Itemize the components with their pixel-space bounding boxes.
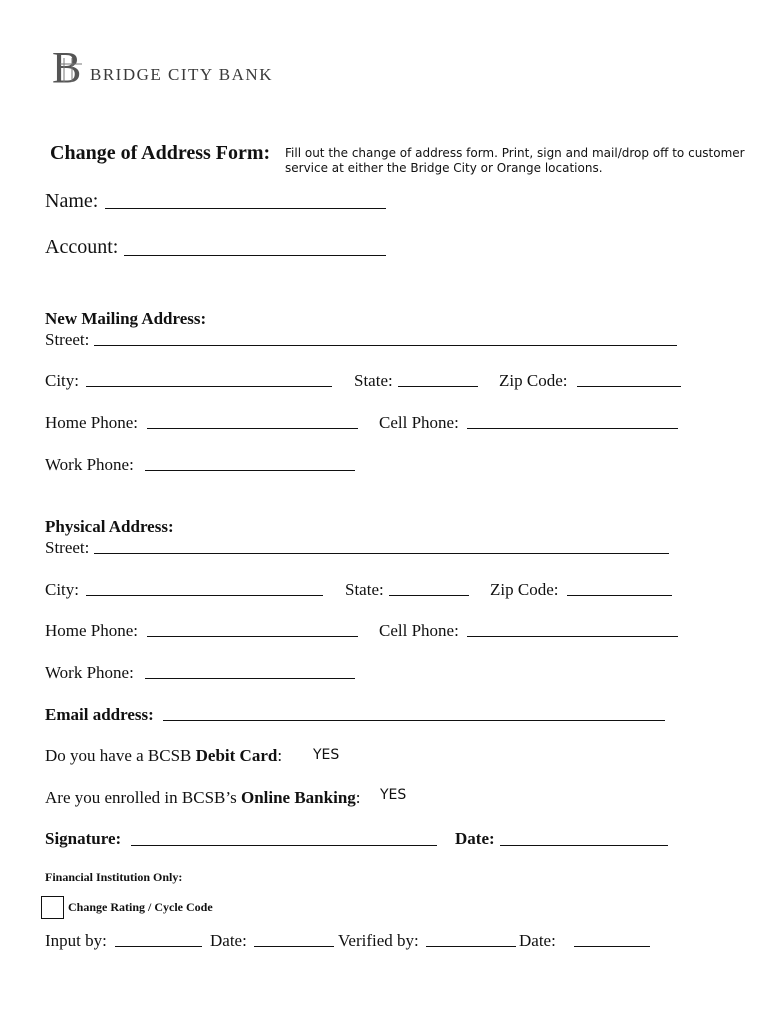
signature-date-label: Date:: [455, 829, 495, 848]
mailing-cell-phone-label: Cell Phone:: [379, 413, 459, 432]
change-rating-label: Change Rating / Cycle Code: [68, 900, 213, 914]
online-question-suffix: :: [355, 788, 361, 807]
physical-home-phone-field[interactable]: [147, 636, 358, 637]
online-banking-answer[interactable]: YES: [380, 787, 407, 803]
input-date-field[interactable]: [254, 946, 334, 947]
bank-name: BRIDGE CITY BANK: [90, 65, 273, 84]
verified-by-field[interactable]: [426, 946, 516, 947]
mailing-street-label: Street:: [45, 330, 90, 349]
page-title: Change of Address Form:: [50, 142, 271, 164]
institution-heading: Financial Institution Only:: [45, 870, 183, 884]
physical-home-phone-label: Home Phone:: [45, 621, 139, 640]
input-by-field[interactable]: [115, 946, 202, 947]
input-by-label: Input by:: [45, 931, 107, 950]
verified-date-field[interactable]: [574, 946, 650, 947]
mailing-heading: New Mailing Address:: [45, 309, 207, 328]
verified-date-label: Date:: [519, 931, 556, 950]
mailing-city-field[interactable]: [86, 386, 332, 387]
physical-city-field[interactable]: [86, 595, 323, 596]
bank-logo: [52, 44, 312, 88]
signature-date-field[interactable]: [500, 845, 668, 846]
mailing-work-phone-label: Work Phone:: [45, 455, 134, 474]
account-label: Account:: [45, 236, 119, 258]
physical-cell-phone-label: Cell Phone:: [379, 621, 459, 640]
mailing-home-phone-label: Home Phone:: [45, 413, 139, 432]
online-banking-question: [45, 788, 361, 808]
mailing-state-label: State:: [354, 371, 393, 390]
account-field[interactable]: [124, 255, 386, 256]
verified-by-label: Verified by:: [338, 931, 419, 950]
signature-field[interactable]: [131, 845, 437, 846]
physical-zip-label: Zip Code:: [490, 580, 559, 599]
physical-state-field[interactable]: [389, 595, 469, 596]
change-rating-checkbox[interactable]: [41, 896, 64, 919]
physical-work-phone-field[interactable]: [145, 678, 355, 679]
physical-street-field[interactable]: [94, 553, 669, 554]
physical-cell-phone-field[interactable]: [467, 636, 678, 637]
signature-label: Signature:: [45, 829, 122, 848]
email-label: Email address:: [45, 705, 154, 724]
online-question-bold: Online Banking: [240, 788, 356, 807]
form-instructions: Fill out the change of address form. Print, sign and mail/drop off to customer service at either the Bridge City or Orange locations.: [285, 146, 745, 175]
email-field[interactable]: [163, 720, 665, 721]
physical-heading: Physical Address:: [45, 517, 174, 536]
debit-question-suffix: :: [277, 746, 283, 765]
physical-city-label: City:: [45, 580, 80, 599]
input-date-label: Date:: [210, 931, 247, 950]
mailing-city-label: City:: [45, 371, 80, 390]
debit-card-question: [45, 746, 282, 766]
debit-question-prefix: Do you have a BCSB: [45, 746, 196, 765]
online-question-prefix: Are you enrolled in BCSB’s: [45, 788, 241, 807]
name-label: Name:: [45, 190, 99, 212]
mailing-work-phone-field[interactable]: [145, 470, 355, 471]
debit-question-bold: Debit Card: [195, 746, 278, 765]
physical-street-label: Street:: [45, 538, 90, 557]
mailing-street-field[interactable]: [94, 345, 677, 346]
debit-card-answer[interactable]: YES: [313, 747, 340, 763]
mailing-cell-phone-field[interactable]: [467, 428, 678, 429]
mailing-state-field[interactable]: [398, 386, 478, 387]
bridge-logo-icon: [52, 44, 94, 88]
mailing-zip-field[interactable]: [577, 386, 681, 387]
name-field[interactable]: [105, 208, 386, 209]
mailing-home-phone-field[interactable]: [147, 428, 358, 429]
svg-text:B: B: [52, 44, 82, 88]
physical-state-label: State:: [345, 580, 384, 599]
mailing-zip-label: Zip Code:: [499, 371, 568, 390]
physical-zip-field[interactable]: [567, 595, 672, 596]
physical-work-phone-label: Work Phone:: [45, 663, 134, 682]
